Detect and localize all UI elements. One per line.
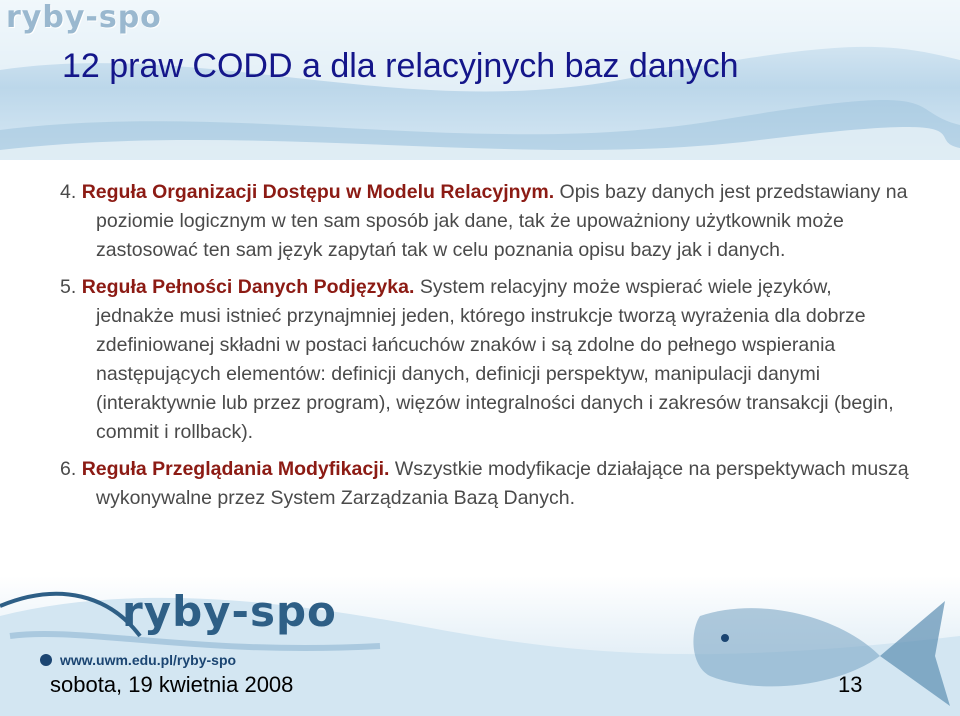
rule-number: 5. [60, 276, 77, 298]
logo-bottom: ryby-spo [122, 587, 337, 636]
rule-6 [60, 455, 910, 513]
slide-title: 12 praw CODD a dla relacyjnych baz danych [62, 47, 739, 85]
rule-4 [60, 178, 910, 265]
rule-heading: Reguła Pełności Danych Podjęzyka. [81, 276, 415, 298]
slide-date: sobota, 19 kwietnia 2008 [50, 672, 294, 697]
rule-heading: Reguła Organizacji Dostępu w Modelu Relacyjnym. [81, 181, 555, 203]
rule-body: System relacyjny może wspierać wiele języków, jednakże musi istnieć przynajmniej jeden, którego instrukcje tworzą wyrażenia dla dobrze zdefiniowanej składni w postaci łańcuchów znaków i są zdolne do pełnego wspierania następujących elementów: definicji danych, definicji perspektyw, manipulacji danymi (interaktywnie lub przez program), więzów integralności danych i zakresów transakcji (begin, commit i rollback). [96, 276, 894, 443]
logo-top: ryby-spo [6, 0, 162, 35]
slide-content [60, 178, 910, 521]
website-link[interactable]: www.uwm.edu.pl/ryby-spo [60, 652, 237, 668]
rule-number: 4. [60, 181, 77, 203]
slide-footer [0, 576, 960, 716]
slide-header [0, 0, 960, 160]
rule-heading: Reguła Przeglądania Modyfikacji. [81, 458, 390, 480]
bullet-icon [40, 654, 52, 666]
rule-number: 6. [60, 458, 77, 480]
rule-body: Wszystkie modyfikacje działające na perspektywach muszą wykonywalne przez System Zarządzania Bazą Danych. [96, 458, 909, 509]
page-number: 13 [838, 672, 863, 697]
rule-body: Opis bazy danych jest przedstawiany na poziomie logicznym w ten sam sposób jak dane, tak że upoważniony użytkownik może zastosować ten sam język zapytań tak w celu poznania opisu bazy jak i danych. [96, 181, 908, 261]
rule-5 [60, 273, 910, 447]
